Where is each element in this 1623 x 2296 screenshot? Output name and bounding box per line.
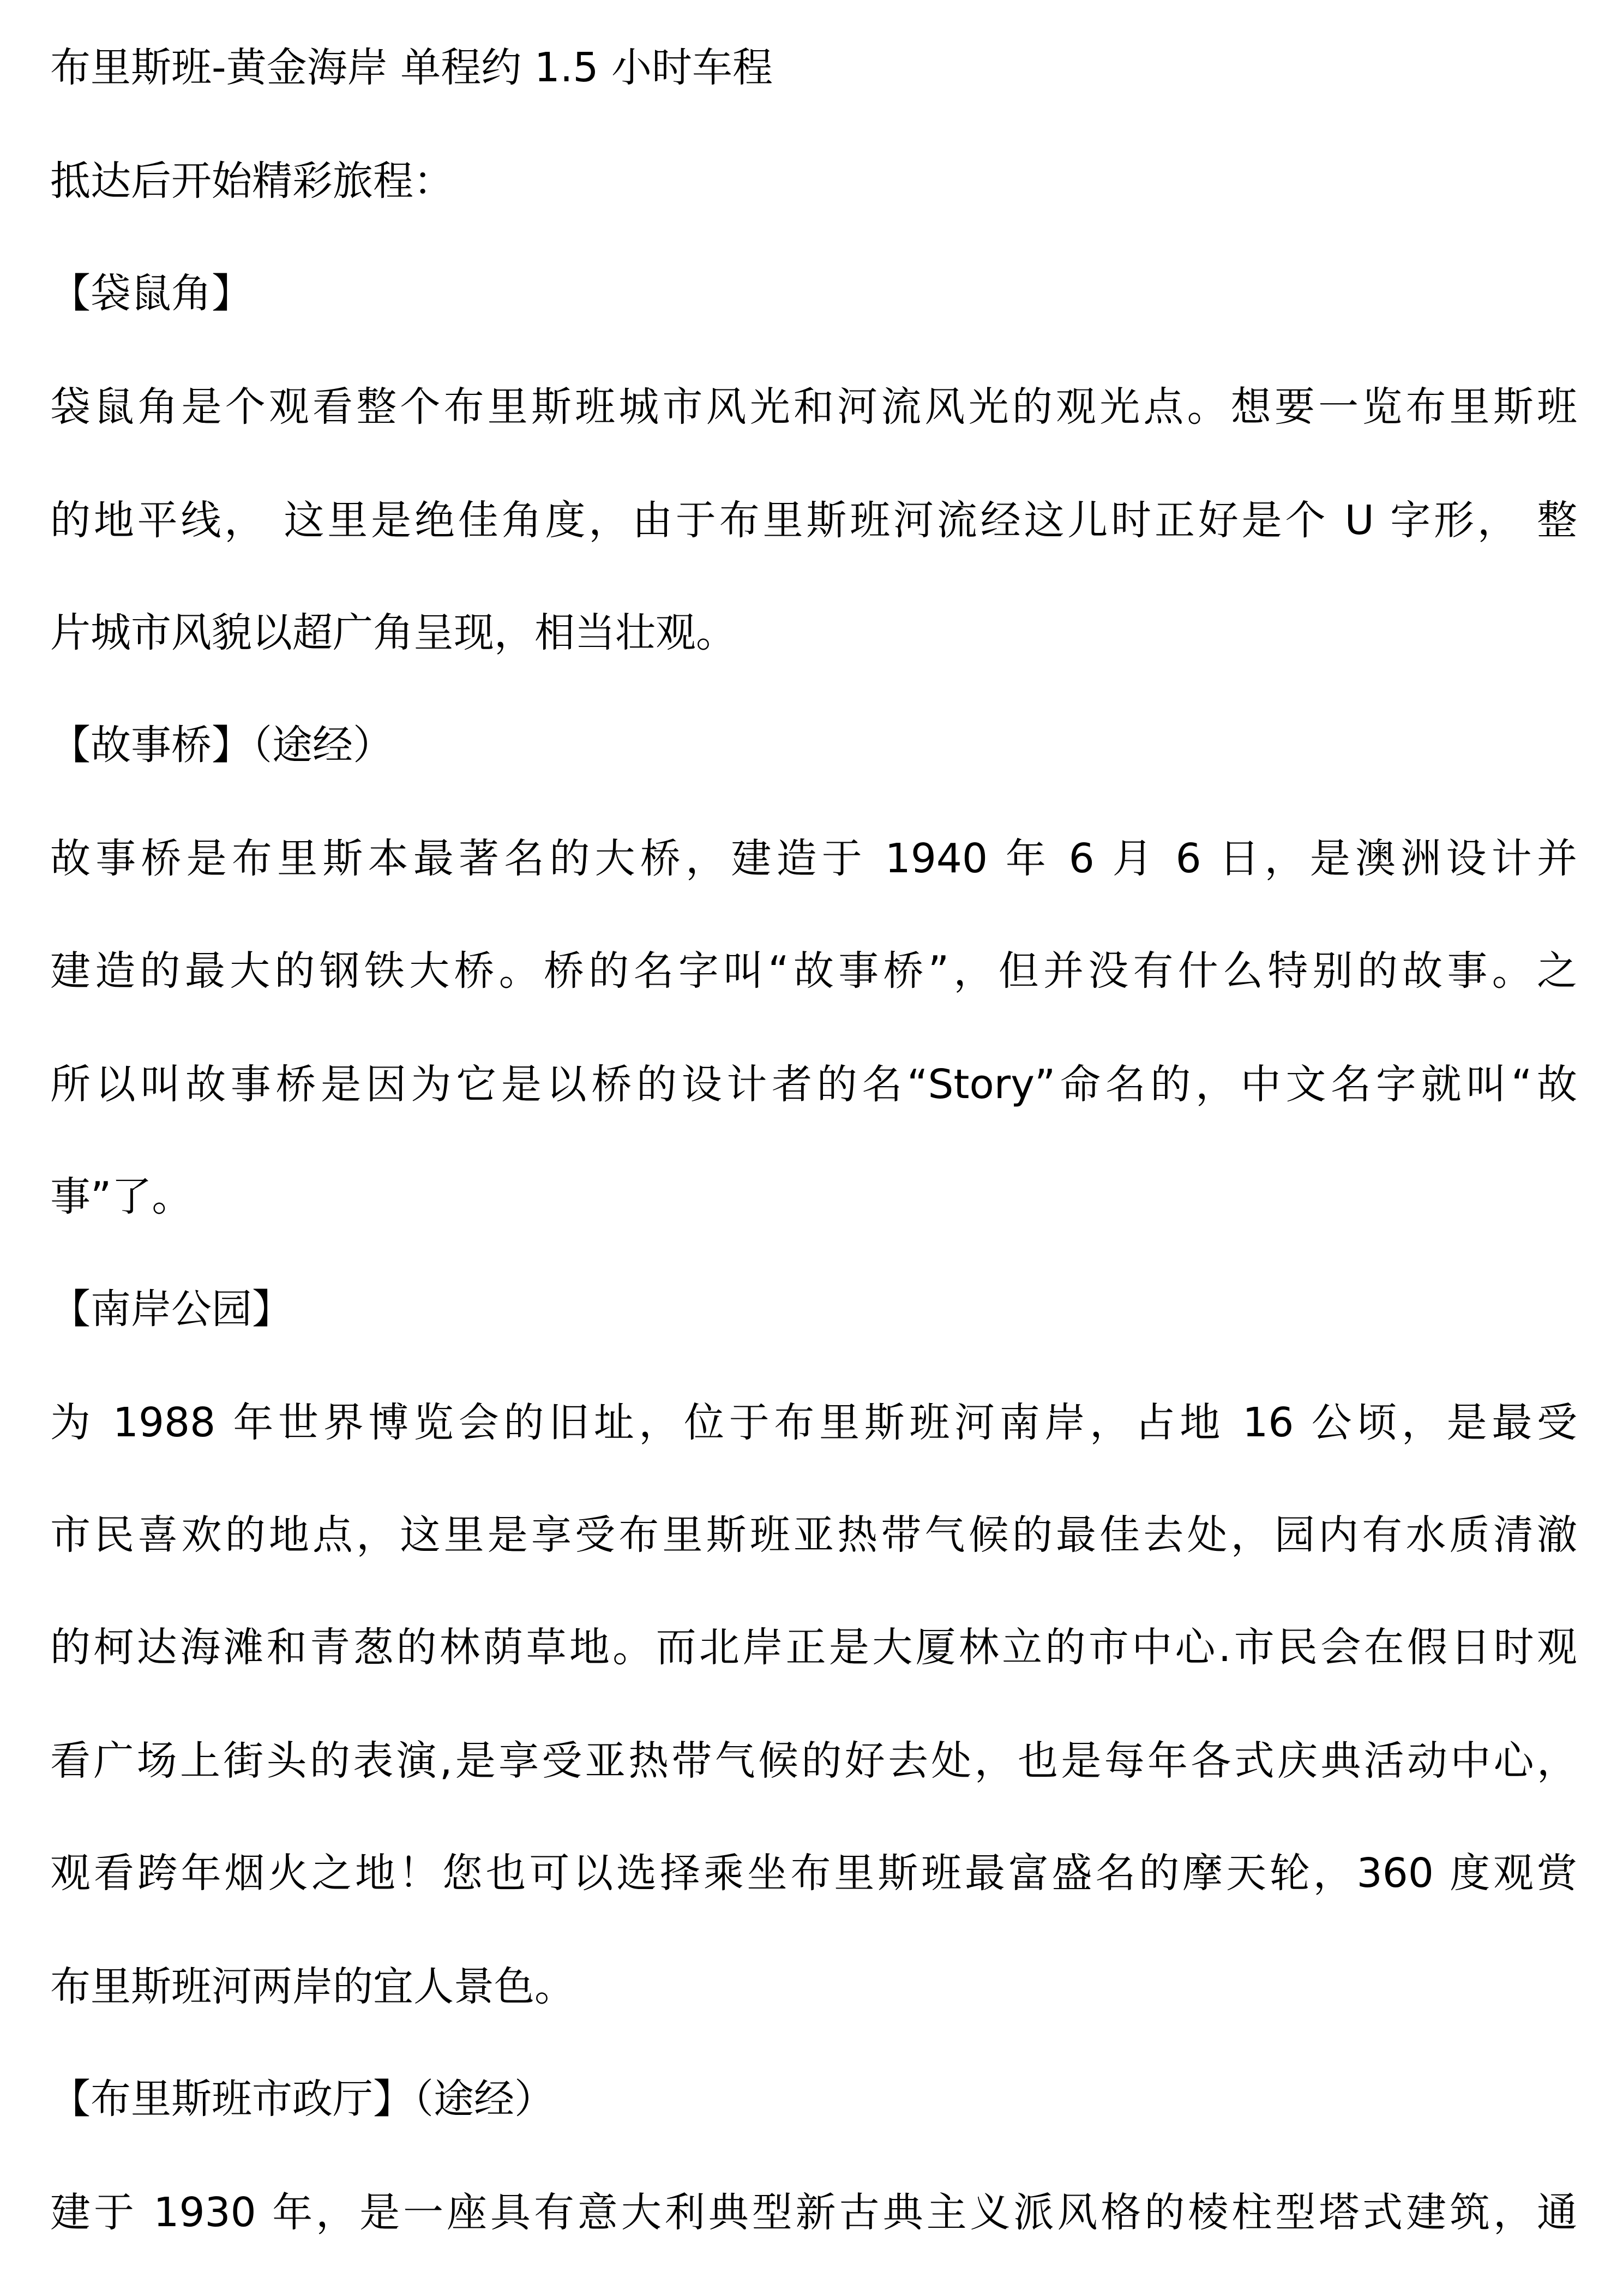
section-heading-kangaroo-point: 【袋鼠角】 [50,270,252,317]
section-heading-south-bank: 【南岸公园】 [50,1286,292,1333]
route-line: 布里斯班-黄金海岸 单程约 1.5 小时车程 [50,44,773,91]
paragraph-line: 的地平线， 这里是绝佳角度，由于布里斯班河流经这儿时正好是个 U 字形， 整 [50,497,1577,544]
paragraph-line: 市民喜欢的地点，这里是享受布里斯班亚热带气候的最佳去处，园内有水质清澈 [50,1512,1577,1558]
paragraph-line: 建于 1930 年，是一座具有意大利典型新古典主义派风格的棱柱型塔式建筑，通 [50,2189,1577,2236]
paragraph-line: 建造的最大的钢铁大桥。桥的名字叫“故事桥”，但并没有什么特别的故事。之 [50,948,1577,994]
paragraph-line: 布里斯班河两岸的宜人景色。 [50,1963,575,2010]
paragraph-line: 片城市风貌以超广角呈现，相当壮观。 [50,609,736,656]
paragraph-line: 故事桥是布里斯本最著名的大桥，建造于 1940 年 6 月 6 日，是澳洲设计并 [50,835,1577,882]
paragraph-line: 袋鼠角是个观看整个布里斯班城市风光和河流风光的观光点。想要一览布里斯班 [50,383,1577,430]
paragraph-line: 为 1988 年世界博览会的旧址，位于布里斯班河南岸，占地 16 公顷，是最受 [50,1399,1577,1446]
paragraph-line: 观看跨年烟火之地！您也可以选择乘坐布里斯班最富盛名的摩天轮，360 度观赏 [50,1850,1577,1897]
paragraph-line: 所以叫故事桥是因为它是以桥的设计者的名“Story”命名的，中文名字就叫“故 [50,1061,1577,1108]
paragraph-line: 的柯达海滩和青葱的林荫草地。而北岸正是大厦林立的市中心.市民会在假日时观 [50,1624,1577,1671]
section-heading-story-bridge: 【故事桥】（途经） [50,722,393,769]
paragraph-line: 事”了。 [50,1173,193,1220]
section-heading-city-hall: 【布里斯班市政厅】（途经） [50,2076,555,2123]
paragraph-line: 看广场上街头的表演,是享受亚热带气候的好去处，也是每年各式庆典活动中心， [50,1737,1577,1784]
intro-line: 抵达后开始精彩旅程： [50,158,454,205]
